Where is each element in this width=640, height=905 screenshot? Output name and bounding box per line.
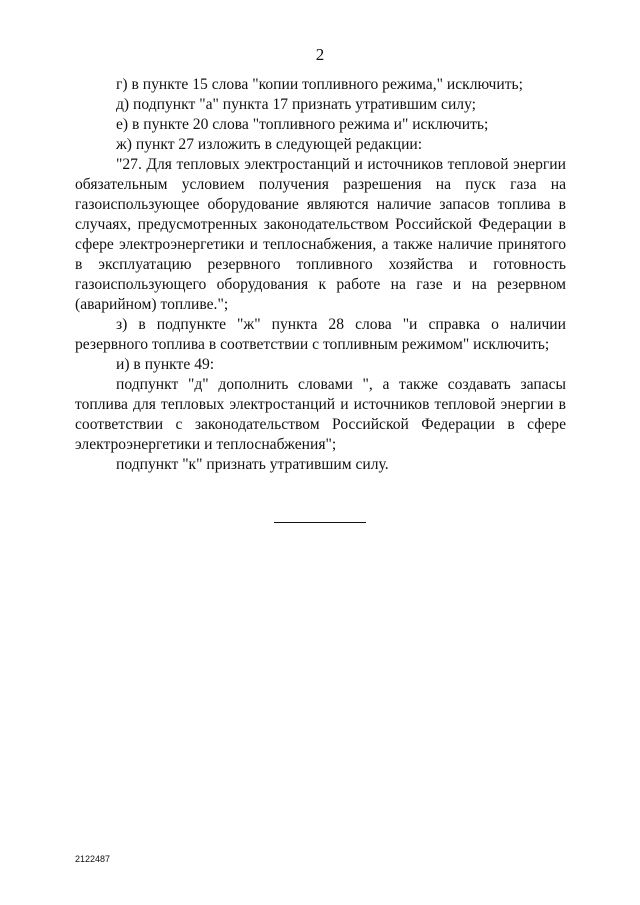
paragraph-point-27-text: "27. Для тепловых электростанций и источников тепловой энергии обязательным условием получения разрешения на пуск газа на газоиспользующее оборудование являются наличие запасов топлива в случаях, предусмотренных законодательством Российской Федерации в сфере электроэнергетики и теплоснабжения, а также наличие принятого в эксплуатацию резервного топливного хозяйства и готовность газоиспользующего оборудования к работе на газе и на резервном (аварийном) топливе."; bbox=[75, 156, 566, 313]
document-footer-code: 2122487 bbox=[75, 854, 111, 864]
paragraph-item-e: е) в пункте 20 слова "топливного режима и" исключить; bbox=[116, 116, 489, 133]
paragraph-item-z: з) в подпункте "ж" пункта 28 слова "и справка о наличии резервного топлива в соответствии с топливным режимом" исключить; bbox=[75, 316, 566, 353]
paragraph-item-i: и) в пункте 49: bbox=[116, 356, 215, 373]
paragraph-item-d: д) подпункт "а" пункта 17 признать утратившим силу; bbox=[116, 96, 477, 113]
document-body bbox=[75, 75, 566, 475]
end-divider-line bbox=[274, 522, 366, 523]
page-number: 2 bbox=[315, 45, 325, 64]
paragraph-subitem-d: подпункт "д" дополнить словами ", а также создавать запасы топлива для тепловых электростанций и источников тепловой энергии в соответствии с законодательством Российской Федерации в сфере электроэнергетики и теплоснабжения"; bbox=[75, 376, 566, 453]
paragraph-item-g: г) в пункте 15 слова "копии топливного режима," исключить; bbox=[116, 76, 523, 93]
paragraph-subitem-k: подпункт "к" признать утратившим силу. bbox=[116, 456, 389, 473]
paragraph-item-zh: ж) пункт 27 изложить в следующей редакции: bbox=[116, 136, 423, 153]
